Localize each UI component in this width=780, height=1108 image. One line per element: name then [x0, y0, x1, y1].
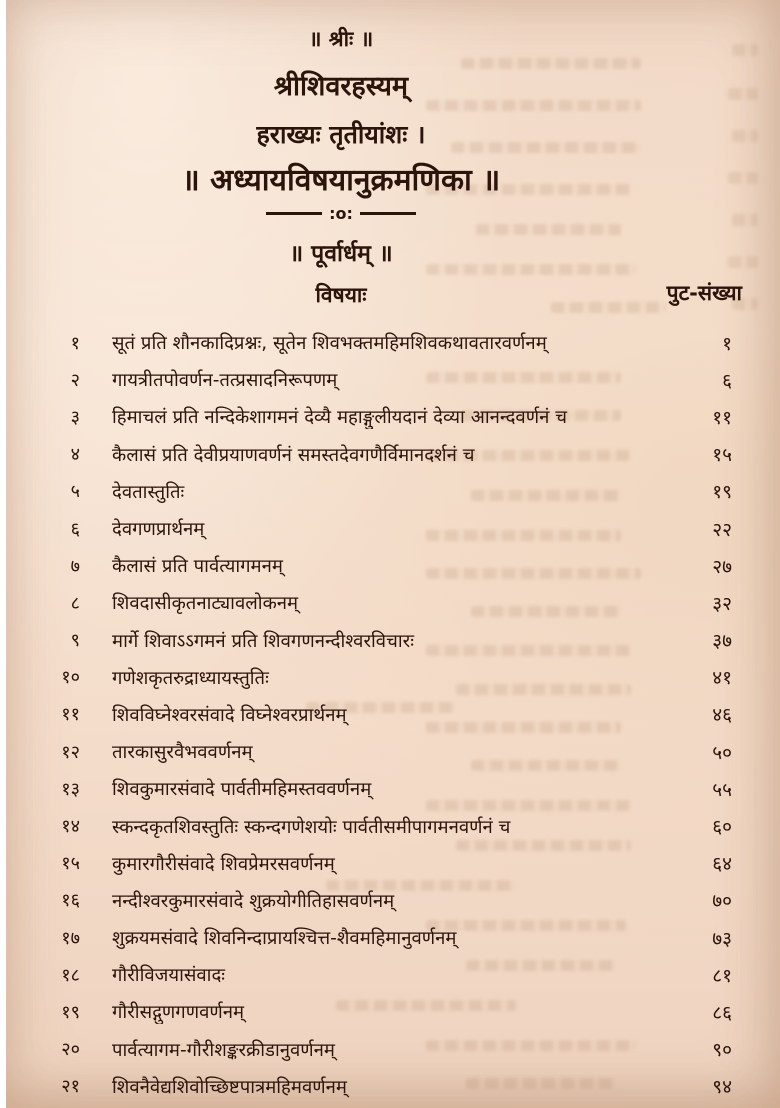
subject-column-header: विषयाः [315, 283, 367, 307]
page-number: १५ [712, 444, 732, 467]
chapter-title: कैलासं प्रति देवीप्रयाणवर्णनं समस्तदेवगणैर्विमानदर्शनं च [112, 444, 475, 466]
chapter-number: ६ [70, 518, 80, 540]
divider-mark: :o: [329, 204, 353, 223]
page-number: ७० [712, 890, 732, 913]
toc-row [6, 361, 780, 398]
chapter-number: १३ [61, 778, 80, 800]
bleedthrough-mark [732, 44, 758, 56]
part-title: हराख्यः तृतीयांशः । [256, 120, 426, 149]
toc-row [6, 956, 780, 993]
chapter-number: ७ [70, 555, 80, 577]
page-number: ५० [712, 741, 732, 764]
chapter-title: हिमाचलं प्रति नन्दिकेशागमनं देव्यै महाङ्गुलीयदानं देव्या आनन्दवर्णनं च [112, 407, 567, 429]
toc-row [6, 1031, 780, 1068]
page-number: ३२ [712, 592, 732, 615]
toc-row [6, 696, 780, 733]
toc-row [6, 622, 780, 659]
chapter-number: १५ [61, 853, 80, 875]
chapter-title: देवगणप्रार्थनम् [112, 519, 205, 541]
page-number: १९ [712, 481, 732, 504]
chapter-title: नन्दीश्वरकुमारसंवादे शुक्रयोगीतिहासवर्णनम् [112, 890, 395, 912]
chapter-title: तारकासुरवैभववर्णनम् [112, 742, 253, 764]
toc-row [6, 659, 780, 696]
chapter-number: ५ [70, 481, 80, 503]
page-number: ८१ [712, 964, 732, 987]
bleedthrough-mark [728, 172, 758, 184]
toc-row [6, 919, 780, 956]
bleedthrough-mark [728, 256, 758, 268]
book-title: श्रीशिवरहस्यम् [273, 71, 409, 102]
chapter-title: शिवकुमारसंवादे पार्वतीमहिमस्तववर्णनम् [112, 779, 372, 801]
divider-rule-left [266, 212, 322, 215]
page-number: २२ [712, 518, 732, 541]
toc-row [6, 398, 780, 435]
page-number: ८६ [712, 1001, 732, 1024]
chapter-title: सूतं प्रति शौनकादिप्रश्नः, सूतेन शिवभक्तमहिमशिवकथावतारवर्णनम् [112, 333, 547, 355]
page-number: ६० [712, 816, 732, 839]
chapter-title: पार्वत्यागम-गौरीशङ्करक्रीडानुवर्णनम् [112, 1039, 335, 1061]
toc-row [6, 993, 780, 1030]
chapter-title: देवतास्तुतिः [112, 481, 185, 503]
chapter-number: ९ [70, 630, 80, 652]
toc-row [6, 510, 780, 547]
toc-row [6, 1068, 780, 1105]
chapter-number: २ [70, 369, 80, 391]
page-number: ४१ [712, 667, 732, 690]
toc-row [6, 584, 780, 621]
page-number: ९० [712, 1039, 732, 1062]
chapter-number: १० [61, 667, 80, 689]
toc-row [6, 882, 780, 919]
toc-row [6, 807, 780, 844]
chapter-number: ११ [61, 704, 80, 726]
chapter-title: शुक्रयमसंवादे शिवनिन्दाप्रायश्चित्त-शैवमहिमानुवर्णनम् [112, 928, 457, 950]
chapter-title: गौरीविजयासंवादः [112, 965, 226, 987]
bleedthrough-mark [732, 214, 758, 226]
page-number: २७ [712, 555, 732, 578]
table-of-contents [6, 324, 780, 1105]
toc-row [6, 733, 780, 770]
chapter-title: शिवविघ्नेश्वरसंवादे विघ्नेश्वरप्रार्थनम् [112, 704, 347, 726]
toc-row [6, 436, 780, 473]
chapter-number: १ [70, 332, 80, 354]
invocation-line: ॥ श्रीः ॥ [308, 27, 374, 51]
page-number: १ [722, 332, 732, 355]
bleedthrough-mark [732, 130, 758, 142]
page-number: ६ [722, 369, 732, 392]
chapter-number: १९ [61, 1001, 80, 1023]
chapter-title: शिवदासीकृतनाट्यावलोकनम् [112, 593, 299, 615]
page-number: ७३ [712, 927, 732, 950]
toc-row [6, 770, 780, 807]
index-heading: ॥ अध्यायविषयानुक्रमणिका ॥ [181, 163, 501, 198]
chapter-number: ४ [70, 444, 80, 466]
page-number: ३७ [712, 630, 732, 653]
chapter-number: १४ [61, 816, 80, 838]
page-number: ६४ [712, 853, 732, 876]
chapter-number: १२ [61, 741, 80, 763]
chapter-number: १७ [61, 927, 80, 949]
toc-row [6, 473, 780, 510]
toc-row [6, 845, 780, 882]
chapter-number: १८ [61, 964, 80, 986]
chapter-number: ३ [70, 406, 80, 428]
chapter-title: स्कन्दकृतशिवस्तुतिः स्कन्दगणेशयोः पार्वतीसमीपागमनवर्णनं च [112, 816, 511, 838]
chapter-title: गणेशकृतरुद्राध्यायस्तुतिः [112, 667, 269, 689]
page-number: ५५ [712, 778, 732, 801]
section-heading: ॥ पूर्वार्धम् ॥ [289, 241, 393, 267]
divider-rule-right [360, 212, 416, 215]
chapter-number: २१ [61, 1076, 80, 1098]
chapter-number: ८ [70, 592, 80, 614]
chapter-title: शिवनैवेद्यशिवोच्छिष्टपात्रमहिमवर्णनम् [112, 1076, 347, 1098]
bleedthrough-mark [476, 224, 621, 235]
chapter-title: गायत्रीतपोवर्णन-तत्प्रसादनिरूपणम् [112, 370, 338, 392]
bleedthrough-mark [728, 88, 758, 100]
chapter-title: कुमारगौरीसंवादे शिवप्रेमरसवर्णनम् [112, 853, 335, 875]
chapter-number: १६ [61, 890, 80, 912]
page-number: ४६ [712, 704, 732, 727]
chapter-number: २० [61, 1039, 80, 1061]
scanned-book-page [6, 0, 780, 1108]
page-number: ११ [712, 406, 732, 429]
page-number: ९४ [712, 1076, 732, 1099]
chapter-title: मार्गे शिवाऽऽगमनं प्रति शिवगणनन्दीश्वरविचारः [112, 630, 414, 652]
page-number-column-header: पुट-संख्या [666, 281, 742, 305]
toc-row [6, 324, 780, 361]
toc-row [6, 547, 780, 584]
chapter-title: गौरीसद्गुणगणवर्णनम् [112, 1002, 245, 1024]
chapter-title: कैलासं प्रति पार्वत्यागमनम् [112, 556, 283, 578]
ornamental-divider [6, 204, 676, 223]
